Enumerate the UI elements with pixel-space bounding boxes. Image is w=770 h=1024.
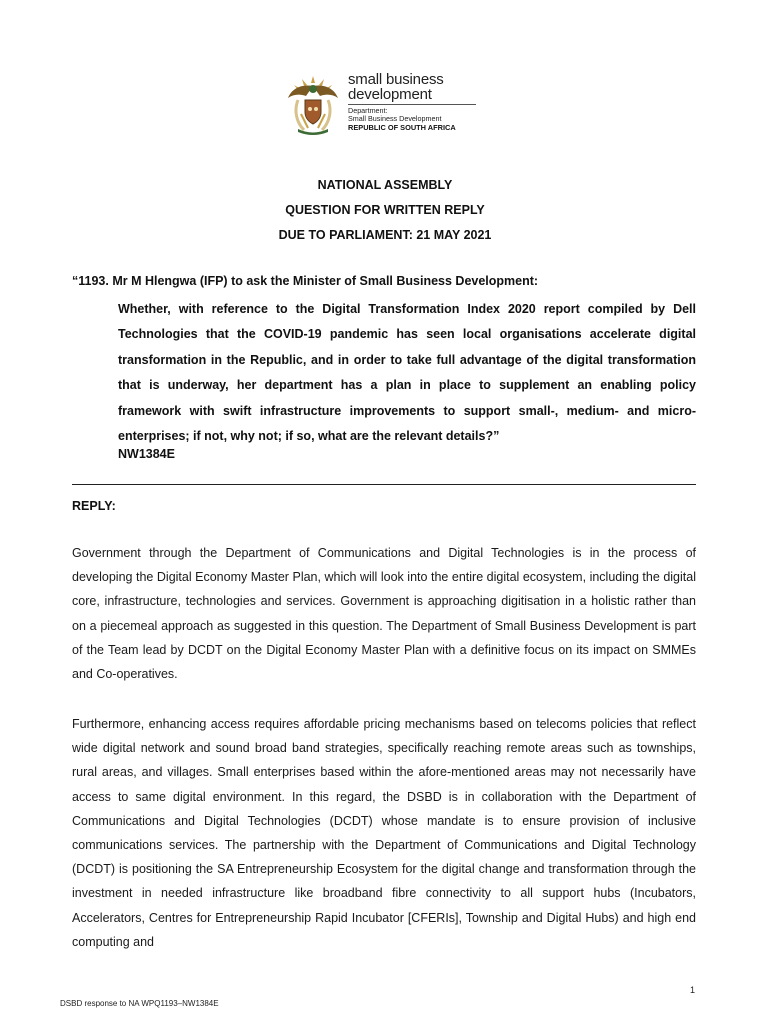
south-africa-coat-of-arms-icon bbox=[284, 74, 342, 136]
department-subtitle-line1: Department: bbox=[348, 106, 388, 115]
reply-paragraph-1: Government through the Department of Communications and Digital Technologies is in the process of developing the Digital Economy Master Plan, which will look into the entire digital ecosystem, including the digital core, infrastructure, technologies and services. Government is approaching digitisation in a holistic rather than on a piecemeal approach as suggested in this question. The Department of Small Business Development is part of the Team lead by DCDT on the Digital Economy Master Plan with a definitive focus on its impact on SMMEs and Co-operatives. bbox=[72, 546, 696, 682]
heading-due-date: DUE TO PARLIAMENT: 21 MAY 2021 bbox=[278, 228, 492, 242]
letterhead bbox=[284, 72, 484, 138]
heading-national-assembly: NATIONAL ASSEMBLY bbox=[317, 178, 453, 192]
reply-label: REPLY: bbox=[72, 499, 116, 513]
country-name: REPUBLIC OF SOUTH AFRICA bbox=[348, 123, 456, 132]
question-body: Whether, with reference to the Digital Transformation Index 2020 report compiled by Dell Technologies that the COVID-19 pandemic has seen local organisations accelerate digital transformation in the Republic, and in order to take full advantage of the digital transformation that is underway, her department has a plan in place to supplement an enabling policy framework with swift infrastructure improvements to support small-, medium- and micro-enterprises; if not, why not; if so, what are the relevant details?” bbox=[118, 302, 696, 444]
page-number: 1 bbox=[690, 985, 696, 995]
department-subtitle bbox=[348, 107, 441, 123]
department-logo-text bbox=[348, 72, 444, 102]
heading-question-type: QUESTION FOR WRITTEN REPLY bbox=[285, 203, 485, 217]
department-subtitle-line2: Small Business Development bbox=[348, 114, 442, 123]
department-name-line1: small business bbox=[348, 71, 444, 88]
question-reference: NW1384E bbox=[118, 447, 175, 461]
section-divider bbox=[72, 484, 696, 485]
footer-document-reference: DSBD response to NA WPQ1193–NW1384E bbox=[60, 999, 219, 1008]
department-name-line2: development bbox=[348, 86, 432, 103]
question-intro: “1193. Mr M Hlengwa (IFP) to ask the Minister of Small Business Development: bbox=[72, 274, 539, 288]
letterhead-divider bbox=[348, 104, 476, 105]
reply-paragraph-2: Furthermore, enhancing access requires affordable pricing mechanisms based on telecoms policies that reflect wide digital network and sound broad band strategies, specifically reaching remote areas such as townships, rural areas, and villages. Small enterprises based within the afore-mentioned areas may not necessarily have access to same digital environment. In this regard, the DSBD is in collaboration with the Department of Communications and Digital Technologies (DCDT) whose mandate is to ensure provision of inclusive communications services. The partnership with the Department of Communications and Digital Technology (DCDT) is positioning the SA Entrepreneurship Ecosystem for the digital change and transformation through the investment in needed infrastructure like broadband fibre connectivity to all support hubs (Incubators, Accelerators, Centres for Entrepreneurship Rapid Incubator [CFERIs], Township and Digital Hubs) and high end computing and bbox=[72, 717, 696, 949]
